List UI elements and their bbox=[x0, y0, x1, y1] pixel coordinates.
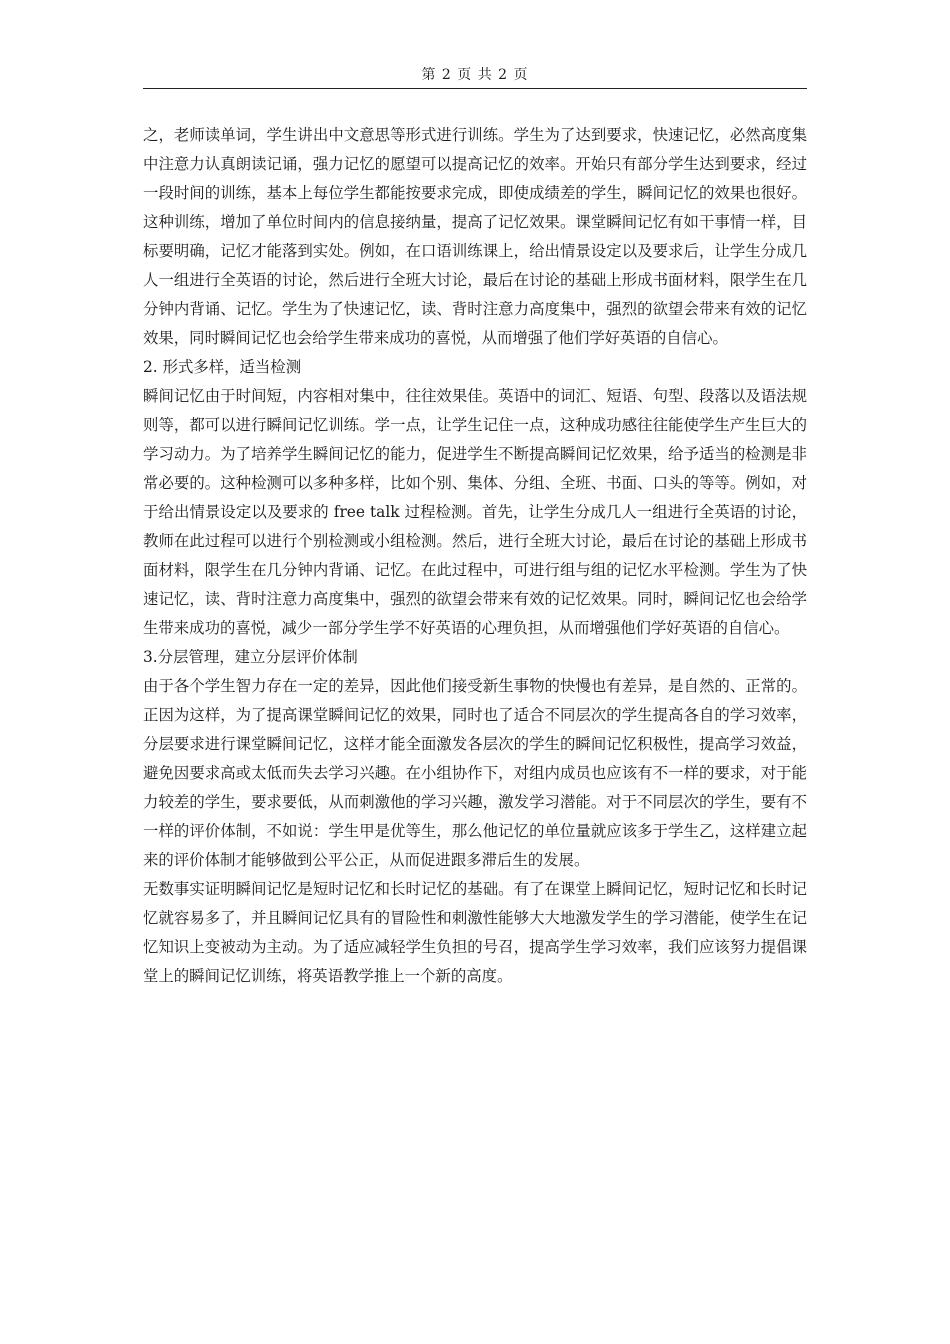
body-paragraph: 之，老师读单词，学生讲出中文意思等形式进行训练。学生为了达到要求，快速记忆，必然高度集中注意力认真朗读记诵，强力记忆的愿望可以提高记忆的效率。开始只有部分学生达到要求，经过一段时间的训练，基本上每位学生都能按要求完成，即使成绩差的学生，瞬间记忆的效果也很好。这种训练，增加了单位时间内的信息接纳量，提高了记忆效果。课堂瞬间记忆有如干事情一样，目标要明确，记忆才能落到实处。例如，在口语训练课上，给出情景设定以及要求后，让学生分成几人一组进行全英语的讨论，然后进行全班大讨论，最后在讨论的基础上形成书面材料，限学生在几分钟内背诵、记忆。学生为了快速记忆，读、背时注意力高度集中，强烈的欲望会带来有效的记忆效果，同时瞬间记忆也会给学生带来成功的喜悦，从而增强了他们学好英语的自信心。 bbox=[143, 126, 807, 347]
page-header bbox=[143, 66, 807, 84]
section-heading: 2. 形式多样，适当检测 bbox=[143, 358, 302, 376]
page-indicator: 第 2 页 共 2 页 bbox=[421, 67, 529, 83]
body-paragraph: 瞬间记忆由于时间短，内容相对集中，往往效果佳。英语中的词汇、短语、句型、段落以及语法规则等，都可以进行瞬间记忆训练。学一点，让学生记住一点，这种成功感往往能使学生产生巨大的学习动力。为了培养学生瞬间记忆的能力，促进学生不断提高瞬间记忆效果，给予适当的检测是非常必要的。这种检测可以多种多样，比如个别、集体、分组、全班、书面、口头的等等。例如，对于给出情景设定以及要求的 free talk 过程检测。首先，让学生分成几人一组进行全英语的讨论，教师在此过程可以进行个别检测或小组检测。然后，进行全班大讨论，最后在讨论的基础上形成书面材料，限学生在几分钟内背诵、记忆。在此过程中，可进行组与组的记忆水平检测。学生为了快速记忆，读、背时注意力高度集中，强烈的欲望会带来有效的记忆效果。同时，瞬间记忆也会给学生带来成功的喜悦，减少一部分学生学不好英语的心理负担，从而增强他们学好英语的自信心。 bbox=[143, 387, 807, 637]
section-heading: 3.分层管理，建立分层评价体制 bbox=[143, 648, 358, 666]
body-paragraph: 无数事实证明瞬间记忆是短时记忆和长时记忆的基础。有了在课堂上瞬间记忆，短时记忆和长时记忆就容易多了，并且瞬间记忆具有的冒险性和刺激性能够大大地激发学生的学习潜能，使学生在记忆知识上变被动为主动。为了适应减轻学生负担的号召，提高学生学习效率，我们应该努力提倡课堂上的瞬间记忆训练，将英语教学推上一个新的高度。 bbox=[143, 880, 807, 985]
document-body bbox=[143, 121, 807, 991]
header-rule bbox=[143, 88, 807, 89]
body-paragraph: 由于各个学生智力存在一定的差异，因此他们接受新生事物的快慢也有差异，是自然的、正常的。正因为这样，为了提高课堂瞬间记忆的效果，同时也了适合不同层次的学生提高各自的学习效率，分层要求进行课堂瞬间记忆，这样才能全面激发各层次的学生的瞬间记忆积极性，提高学习效益，避免因要求高或太低而失去学习兴趣。在小组协作下，对组内成员也应该有不一样的要求，对于能力较差的学生，要求要低，从而刺激他的学习兴趣，激发学习潜能。对于不同层次的学生，要有不一样的评价体制，不如说：学生甲是优等生，那么他记忆的单位量就应该多于学生乙，这样建立起来的评价体制才能够做到公平公正，从而促进跟多滞后生的发展。 bbox=[143, 677, 807, 869]
